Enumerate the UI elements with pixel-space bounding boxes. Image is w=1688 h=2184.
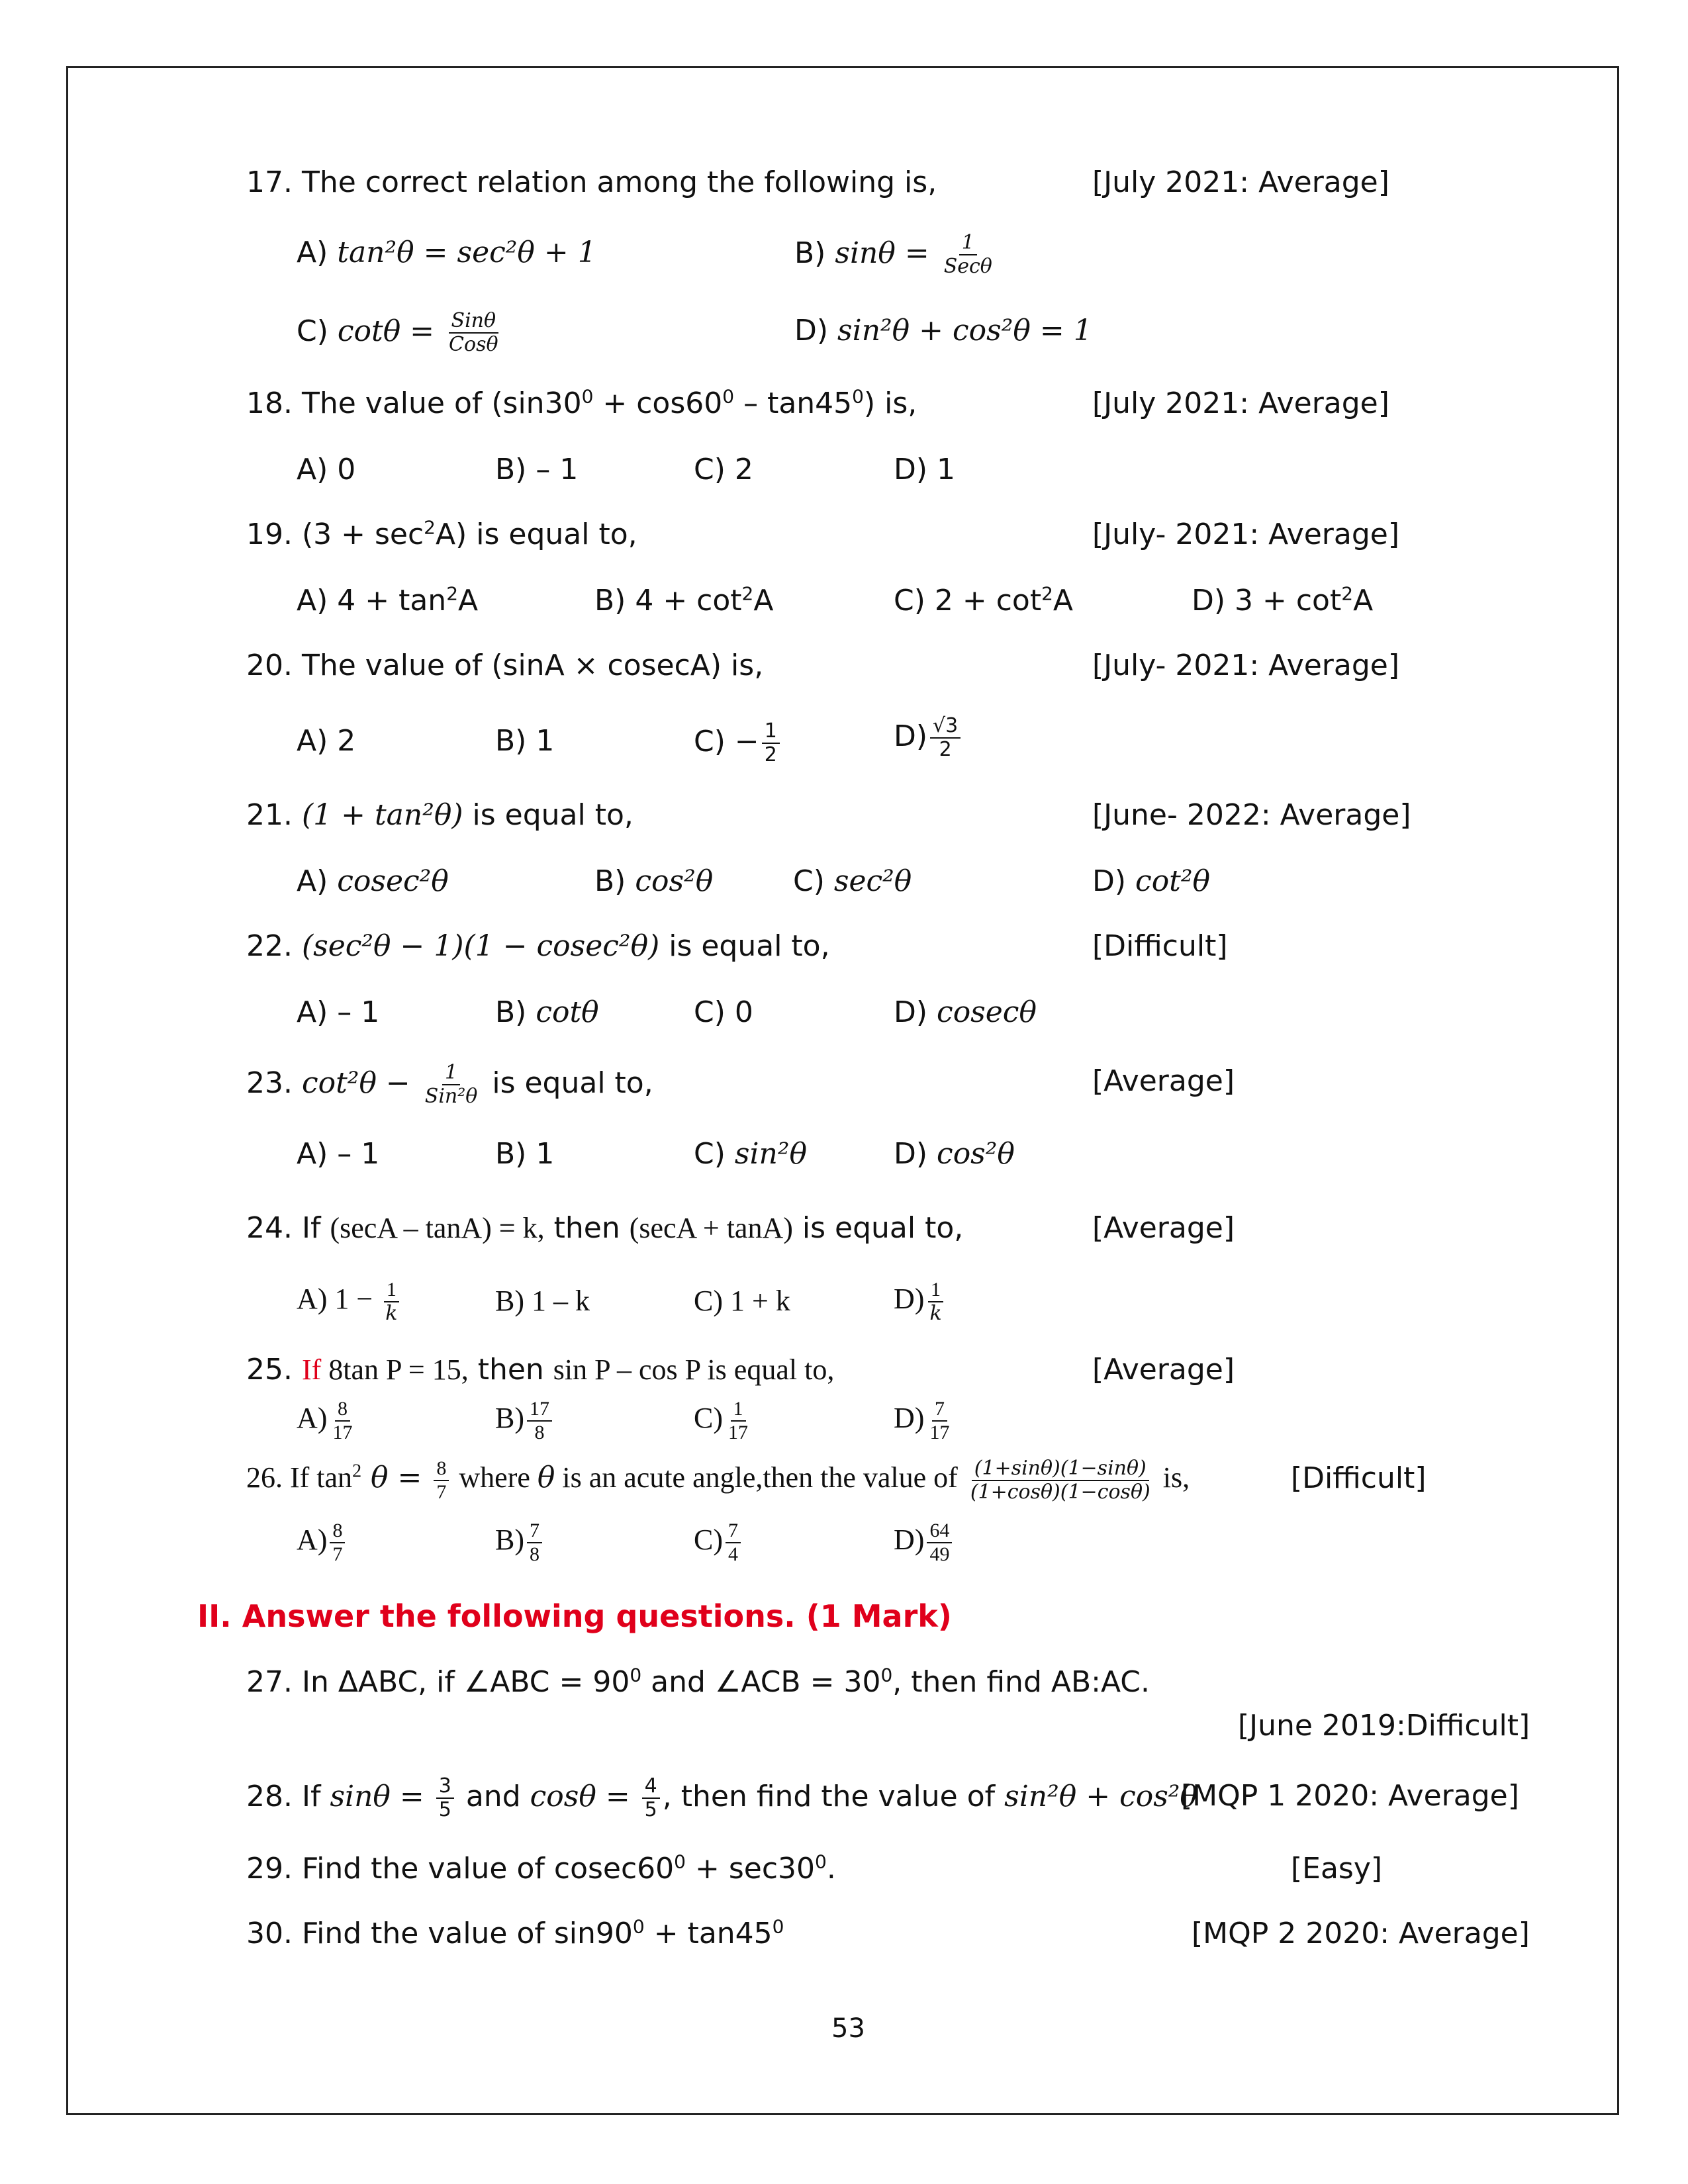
question-20: 20. The value of (sinA × cosecA) is, (246, 649, 764, 682)
question-18-tag: [July 2021: Average] (1092, 387, 1389, 420)
question-25: 25. If 8tan P = 15, then sin P – cos P is equal to, (246, 1353, 835, 1387)
q23-option-d: D) cos²θ (894, 1137, 1015, 1171)
q24-option-a: A) 1 − $\frac{1}{k}$ (297, 1279, 402, 1325)
q25-option-c: C) $\frac{1}{17}$ (694, 1398, 748, 1443)
q19-option-d: D) $3 + \cot^2A$ (1192, 582, 1374, 617)
q19-option-a: A) $4 + \tan^2A$ (297, 582, 479, 617)
q23-option-b: B) 1 (495, 1137, 555, 1171)
question-27-tag: [June 2019:Difficult] (1238, 1709, 1530, 1743)
q24-option-d: D) $\frac{1}{k}$ (894, 1279, 947, 1325)
q22-option-b: B) cotθ (495, 995, 599, 1029)
question-19: 19. $(3 + \sec^2A)$ is equal to, (246, 516, 637, 551)
section-heading: II. Answer the following questions. (1 Mark) (197, 1598, 952, 1634)
q24-option-b: B) 1 – k (495, 1285, 590, 1317)
q19-option-c: C) $2 + \cot^2A$ (894, 582, 1074, 617)
q20-option-b: B) 1 (495, 724, 555, 758)
question-17: 17. The correct relation among the following is, (246, 165, 937, 199)
q23-option-a: A) – 1 (297, 1137, 380, 1171)
q26-option-d: D) $\frac{64}{49}$ (894, 1520, 955, 1566)
question-21-tag: [June- 2022: Average] (1092, 798, 1411, 832)
q17-option-c: C) cotθ = Sinθ Cosθ (297, 309, 498, 356)
question-30-tag: [MQP 2 2020: Average] (1192, 1917, 1530, 1950)
q17-option-a: A) tan²θ = sec²θ + 1 (297, 236, 596, 269)
question-23: 23. cot²θ − 1 Sin²θ is equal to, (246, 1061, 653, 1108)
question-29: 29. Find the value of $cosec60^0 + \sec 30^0$. (246, 1850, 836, 1886)
q22-option-d: D) cosecθ (894, 995, 1037, 1029)
question-27: 27. In ΔABC, if ∠ABC = $90^0$ and ∠ACB = $30^0$, then find AB:AC. (246, 1664, 1150, 1699)
q25-option-a: A) $\frac{8}{17}$ (297, 1398, 353, 1443)
q26-option-c: C) $\frac{7}{4}$ (694, 1520, 743, 1566)
q26-option-b: B) $\frac{7}{8}$ (495, 1520, 545, 1566)
question-18: 18. The value of $(\sin 30^0 + \cos 60^0 - \tan 45^0)$ is, (246, 385, 917, 420)
q21-option-a: A) cosec²θ (297, 864, 449, 898)
question-17-tag: [July 2021: Average] (1092, 165, 1389, 199)
q17-option-b: B) sinθ = 1 Secθ (794, 231, 992, 278)
q18-option-d: D) 1 (894, 453, 956, 486)
question-26: 26. If $\tan^2 \theta$ = $\frac{8}{7}$ where θ is an acute angle,then the value of $\frac{(1+\sin\theta)(1-\sin\theta)}{(1+\cos\theta)(1-\cos\theta)}$ is, (246, 1457, 1190, 1504)
q26-option-a: A) $\frac{8}{7}$ (297, 1520, 348, 1566)
question-19-tag: [July- 2021: Average] (1092, 518, 1400, 551)
question-23-tag: [Average] (1092, 1064, 1235, 1098)
q22-option-c: C) 0 (694, 995, 753, 1029)
question-20-tag: [July- 2021: Average] (1092, 649, 1400, 682)
q19-option-b: B) $4 + \cot^2A$ (594, 582, 774, 617)
q17-option-d: D) sin²θ + cos²θ = 1 (794, 314, 1092, 347)
question-21: 21. (1 + tan²θ) is equal to, (246, 798, 633, 832)
question-29-tag: [Easy] (1291, 1852, 1383, 1886)
question-28: 28. If sinθ = $\frac{3}{5}$ and cosθ = $\frac{4}{5}$ , then find the value of sin²θ + cos²θ (246, 1774, 1197, 1821)
question-24: 24. If (secA – tanA) = k, then (secA + tanA) is equal to, (246, 1211, 964, 1245)
q20-option-a: A) 2 (297, 724, 356, 758)
question-26-tag: [Difficult] (1291, 1461, 1427, 1495)
question-28-tag: [MQP 1 2020: Average] (1181, 1779, 1519, 1813)
question-24-tag: [Average] (1092, 1211, 1235, 1245)
q20-option-d: D) $\frac{√3}{2}$ (894, 715, 963, 761)
q18-option-c: C) 2 (694, 453, 753, 486)
q21-option-c: C) sec²θ (793, 864, 912, 898)
q20-option-c: C) − $\frac{1}{2}$ (694, 720, 782, 766)
q24-option-c: C) 1 + k (694, 1285, 790, 1317)
question-22-tag: [Difficult] (1092, 929, 1228, 963)
q25-option-d: D) $\frac{7}{17}$ (894, 1398, 950, 1443)
q25-option-b: B) $\frac{17}{8}$ (495, 1398, 555, 1444)
q21-option-d: D) cot²θ (1092, 864, 1210, 898)
q18-option-a: A) 0 (297, 453, 356, 486)
q21-option-b: B) cos²θ (594, 864, 714, 898)
question-22: 22. (sec²θ − 1)(1 − cosec²θ) is equal to, (246, 929, 830, 963)
q18-option-b: B) – 1 (495, 453, 579, 486)
question-25-tag: [Average] (1092, 1353, 1235, 1387)
q23-option-c: C) sin²θ (694, 1137, 808, 1171)
q22-option-a: A) – 1 (297, 995, 380, 1029)
page-number: 53 (831, 2013, 865, 2044)
question-30: 30. Find the value of $\sin 90^0 + \tan 45^0$ (246, 1915, 784, 1950)
